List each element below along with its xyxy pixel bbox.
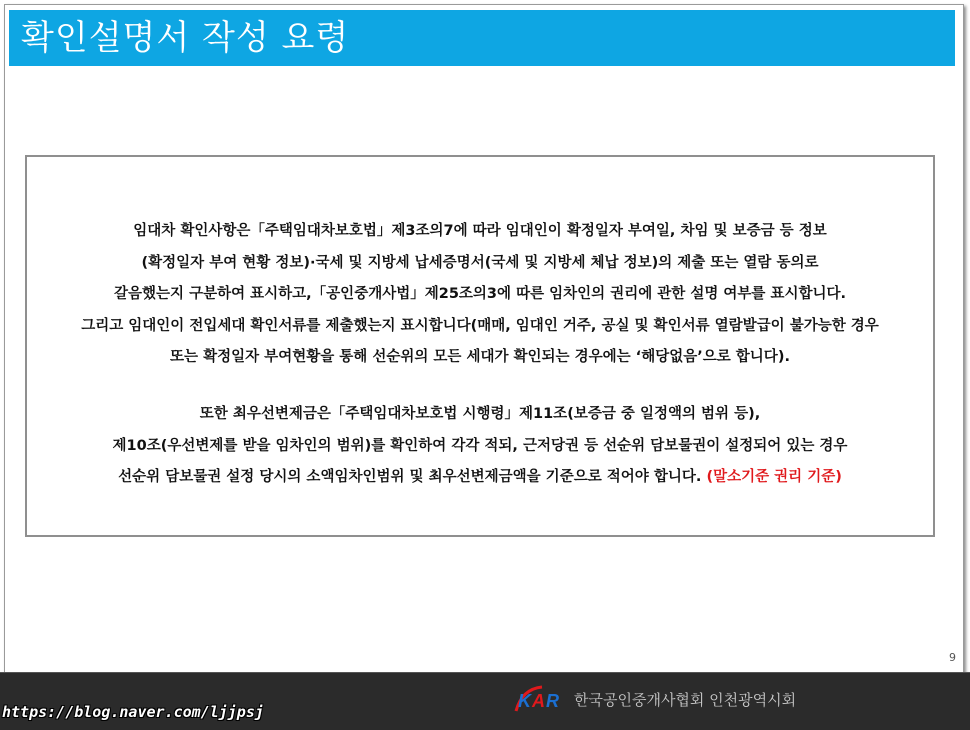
title-bar: [9, 10, 955, 66]
paragraph-line: 임대차 확인사항은「주택임대차보호법」제3조의7에 따라 임대인이 확정일자 부여일, 차임 및 보증금 등 정보: [133, 223, 827, 239]
page-number: 9: [949, 651, 956, 664]
paragraph-line: 그리고 임대인이 전입세대 확인서류를 제출했는지 표시합니다(매매, 임대인 거주, 공실 및 확인서류 열람발급이 불가능한 경우: [81, 317, 879, 334]
footer-divider: [0, 672, 970, 673]
paragraph-main: [27, 216, 933, 374]
paragraph-line: 또는 확정일자 부여현황을 통해 선순위의 모든 세대가 확인되는 경우에는 ‘해당없음’으로 합니다).: [170, 349, 790, 365]
paragraph-line-text: 선순위 담보물권 설정 당시의 소액임차인범위 및 최우선변제금액을 기준으로 적어야 합니다.: [118, 469, 702, 485]
svg-text:K: K: [518, 691, 531, 711]
svg-text:A: A: [532, 691, 545, 711]
kar-logo-icon: [512, 683, 568, 715]
paragraph-line: 또한 최우선변제금은「주택임대차보호법 시행령」제11조(보증금 중 일정액의 범위 등),: [199, 406, 761, 422]
paragraph-line: 갈음했는지 구분하여 표시하고,「공인중개사법」제25조의3에 따른 임차인의 권리에 관한 설명 여부를 표시합니다.: [113, 286, 847, 302]
paragraph-line: 제10조(우선변제를 받을 임차인의 범위)를 확인하여 각각 적되, 근저당권 등 선순위 담보물권이 설정되어 있는 경우: [112, 437, 848, 454]
svg-text:R: R: [546, 691, 559, 711]
paragraph-priority-repayment: [27, 399, 933, 494]
footer-bar: [0, 672, 970, 730]
content-box: [25, 155, 935, 537]
blog-url-link[interactable]: https://blog.naver.com/ljjpsj: [2, 703, 264, 721]
paragraph-line: [27, 462, 933, 494]
slide-title: 확인설명서 작성 요령: [21, 18, 350, 58]
footer-organization: 한국공인중개사협회 인천광역시회: [574, 691, 797, 709]
highlight-note: (말소기준 권리 기준): [706, 469, 842, 485]
paragraph-line: (확정일자 부여 현황 정보)·국세 및 지방세 납세증명서(국세 및 지방세 체납 정보)의 제출 또는 열람 동의로: [141, 254, 819, 271]
